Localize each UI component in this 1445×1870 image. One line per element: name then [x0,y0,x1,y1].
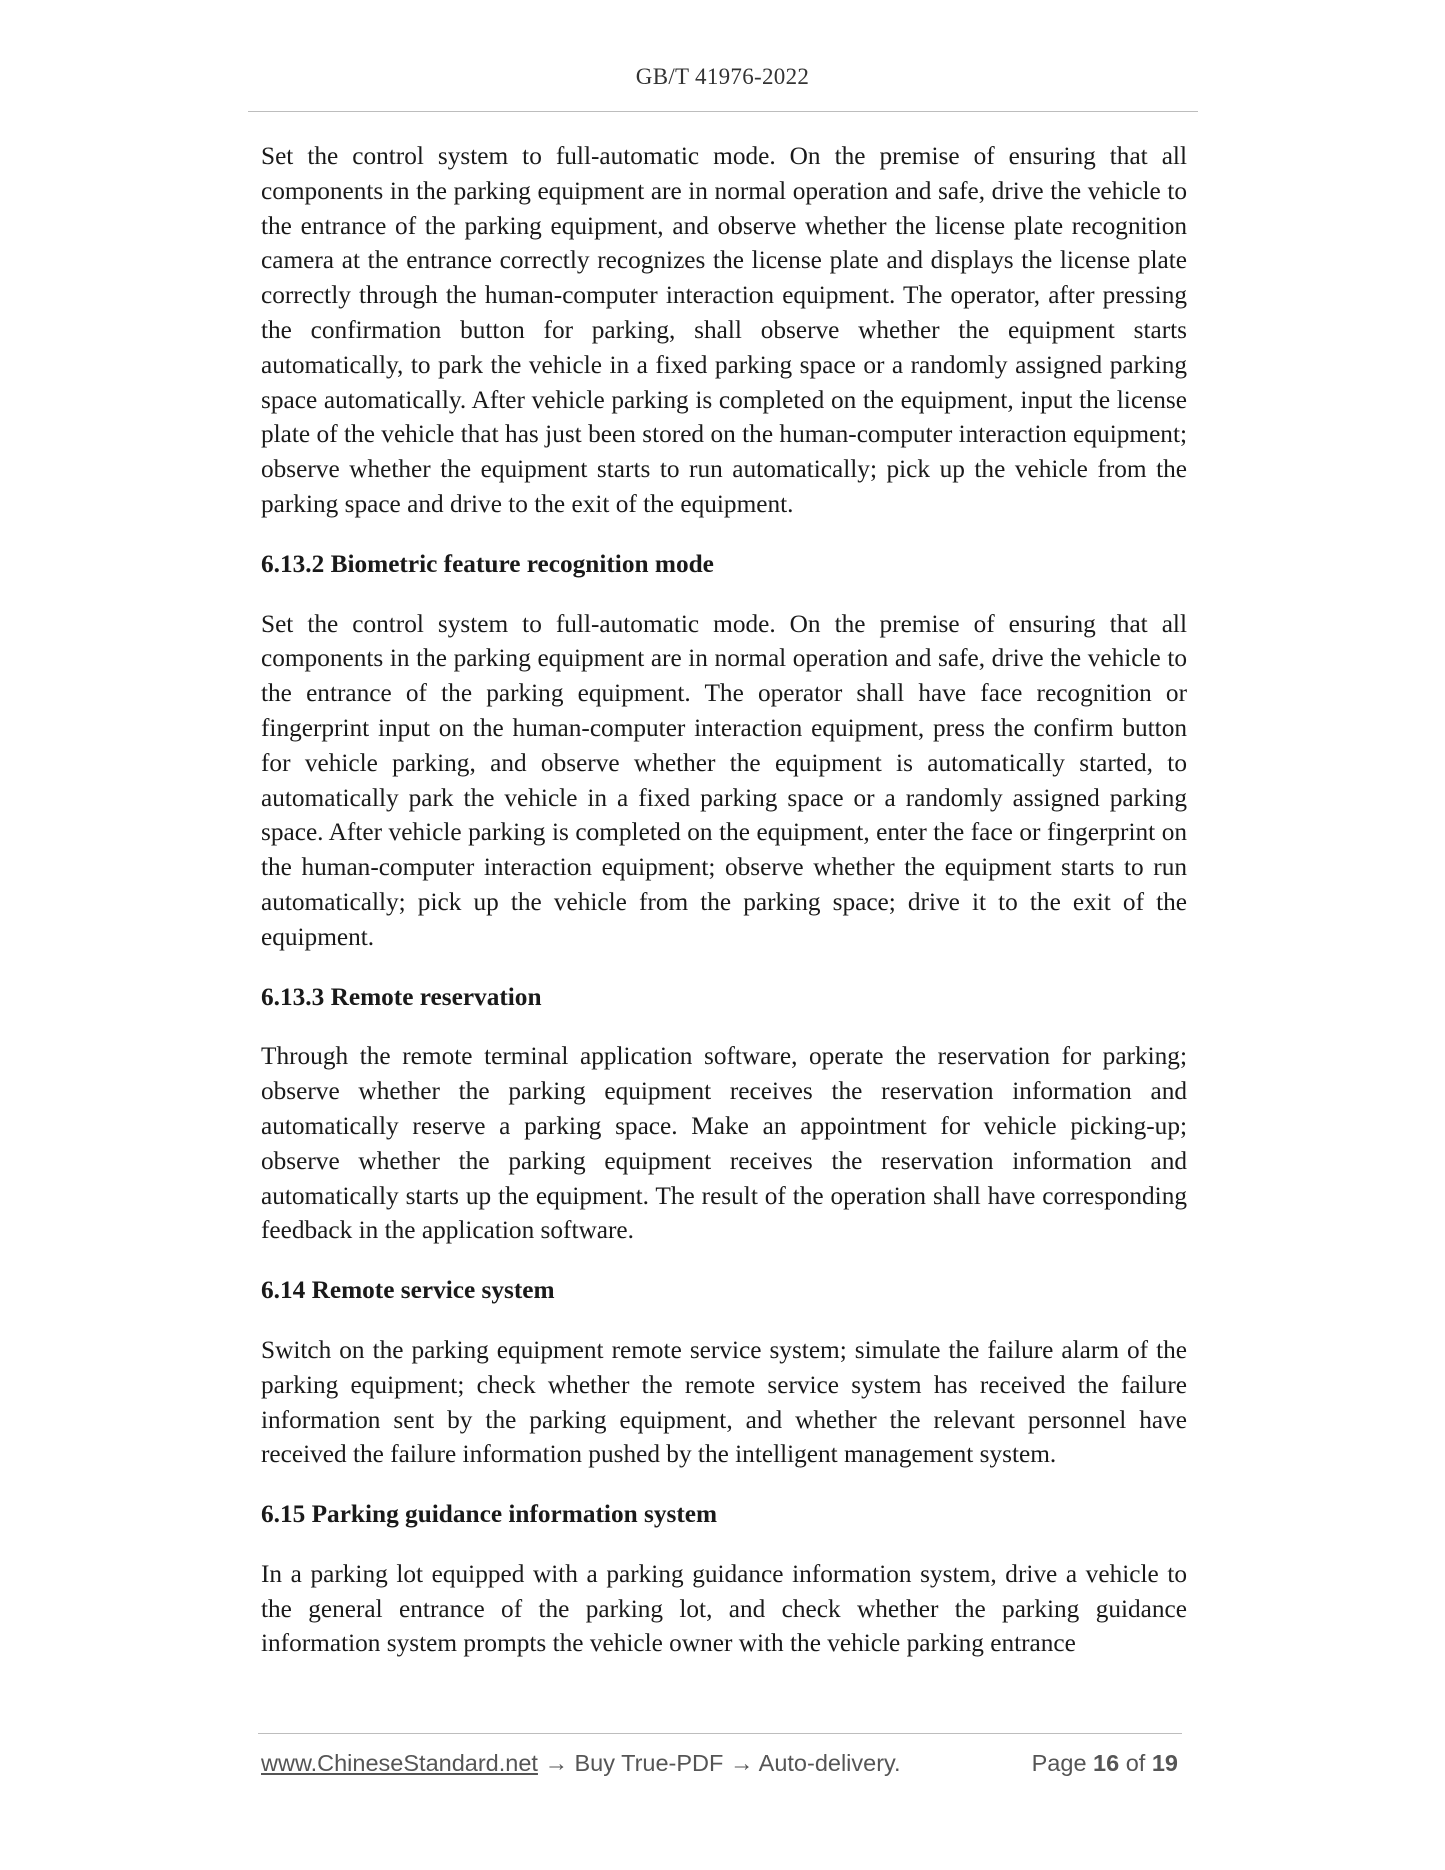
website-link[interactable]: www.ChineseStandard.net [261,1750,538,1776]
page-header: GB/T 41976-2022 [635,64,810,89]
page-number: 16 [1093,1750,1120,1776]
section-body-6-14: Switch on the parking equipment remote service system; simulate the failure alarm of the parking equipment; check whether the remote service system has received the failure information sent by the parking equipment, and whether the relevant personnel have received the failure information pushed by the intelligent management system. [261,1335,1187,1469]
header-divider [248,111,1198,112]
section-body-6-13-2: Set the control system to full-automatic mode. On the premise of ensuring that all components in the parking equipment are in normal operation and safe, drive the vehicle to the entrance of the parking equipment. The operator shall have face recognition or fingerprint input on the human-computer interaction equipment, press the confirm button for vehicle parking, and observe whether the equipment is automatically started, to automatically park the vehicle in a fixed parking space or a randomly assigned parking space. After vehicle parking is completed on the equipment, enter the face or fingerprint on the human-computer interaction equipment; observe whether the equipment starts to run automatically; pick up the vehicle from the parking space; drive it to the exit of the equipment. [261,609,1187,951]
section-body-6-13-3: Through the remote terminal application software, operate the reservation for parking; observe whether the parking equipment receives the reservation information and automatically reserve a parking space. Make an appointment for vehicle picking-up; observe whether the parking equipment receives the reservation information and automatically starts up the equipment. The result of the operation shall have corresponding feedback in the application software. [261,1042,1187,1245]
page-footer [261,1750,1183,1777]
footer-divider [258,1733,1182,1734]
of-label: of [1125,1750,1146,1776]
promo-text: → Buy True-PDF → Auto-delivery. [537,1750,901,1776]
page-total: 19 [1151,1750,1178,1776]
intro-paragraph: Set the control system to full-automatic mode. On the premise of ensuring that all components in the parking equipment are in normal operation and safe, drive the vehicle to the entrance of the parking equipment, and observe whether the license plate recognition camera at the entrance correctly recognizes the license plate and displays the license plate correctly through the human-computer interaction equipment. The operator, after pressing the confirmation button for parking, shall observe whether the equipment starts automatically, to park the vehicle in a fixed parking space or a randomly assigned parking space automatically. After vehicle parking is completed on the equipment, input the license plate of the vehicle that has just been stored on the human-computer interaction equipment; observe whether the equipment starts to run automatically; pick up the vehicle from the parking space and drive to the exit of the equipment. [261,142,1187,518]
page-label: Page [1031,1750,1087,1776]
document-body [261,139,1187,1661]
section-heading-6-13-2: 6.13.2 Biometric feature recognition mode [261,549,714,578]
section-body-6-15: In a parking lot equipped with a parking guidance information system, drive a vehicle to the general entrance of the parking lot, and check whether the parking guidance information system prompts the vehicle owner with the vehicle parking entrance [261,1559,1187,1658]
section-heading-6-13-3: 6.13.3 Remote reservation [261,982,542,1011]
page-indicator [1032,1750,1178,1777]
section-heading-6-14: 6.14 Remote service system [261,1276,555,1305]
section-heading-6-15: 6.15 Parking guidance information system [261,1500,718,1529]
